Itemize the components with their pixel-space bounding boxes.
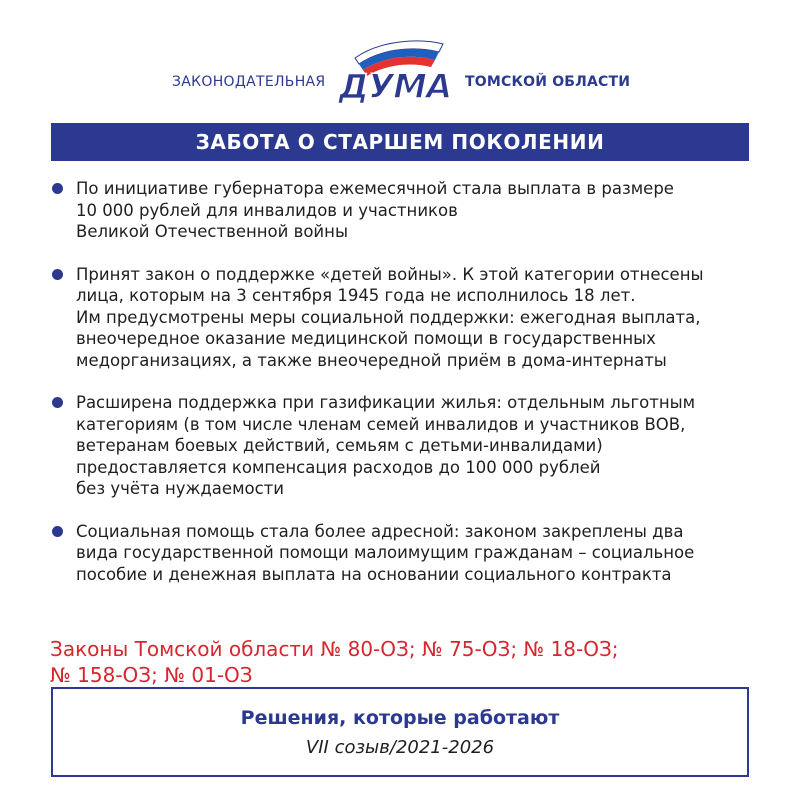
bullet-dot-icon — [52, 269, 63, 280]
list-item — [50, 521, 760, 586]
title-banner — [51, 123, 749, 161]
logo-wordmark: ДУМА — [338, 67, 452, 106]
list-item-line: Великой Отечественной войны — [76, 222, 348, 241]
list-item-line: без учёта нуждаемости — [76, 479, 285, 498]
list-item-line: ветеранам боевых действий, семьям с детьми-инвалидами) — [76, 436, 603, 455]
list-item-line: категориям (в том числе членам семей инвалидов и участников ВОВ, — [76, 414, 686, 434]
header-right-text: ТОМСКОЙ ОБЛАСТИ — [465, 74, 631, 90]
list-item-line: Расширена поддержка при газификации жилья: отдельным льготным — [76, 393, 696, 412]
duma-logo — [325, 36, 465, 106]
list-item-line: 10 000 рублей для инвалидов и участников — [76, 200, 458, 220]
list-item-line: По инициативе губернатора ежемесячной стала выплата в размере — [76, 179, 674, 198]
laws-line-1: Законы Томской области № 80-ОЗ; № 75-ОЗ; № 18-ОЗ; — [50, 637, 619, 661]
list-item-line: Социальная помощь стала более адресной: законом закреплены два — [76, 521, 684, 541]
list-item-line: пособие и денежная выплата на основании социального контракта — [76, 564, 672, 584]
list-item-line: лица, которым на 3 сентября 1945 года не исполнилось 18 лет. — [76, 286, 636, 305]
list-item-line: Принят закон о поддержке «детей войны». К этой категории отнесены — [76, 264, 704, 284]
bullet-list — [50, 178, 760, 606]
list-item — [50, 178, 760, 243]
list-item-line: Им предусмотрены меры социальной поддержки: ежегодная выплата, — [76, 307, 701, 327]
list-item — [50, 392, 760, 500]
list-item-line: вида государственной помощи малоимущим гражданам – социальное — [76, 543, 695, 562]
banner-title: ЗАБОТА О СТАРШЕМ ПОКОЛЕНИИ — [195, 130, 605, 154]
laws-line-2: № 158-ОЗ; № 01-ОЗ — [50, 663, 253, 687]
bullet-dot-icon — [52, 183, 63, 194]
bullet-dot-icon — [52, 526, 63, 537]
bullet-dot-icon — [52, 397, 63, 408]
header-left-text: ЗАКОНОДАТЕЛЬНАЯ — [172, 74, 326, 90]
convocation-box — [51, 687, 749, 777]
box-title: Решения, которые работают — [240, 707, 560, 729]
laws-reference — [50, 636, 750, 688]
box-subtitle: VII созыв/2021-2026 — [305, 737, 495, 758]
list-item-line: предоставляется компенсация расходов до 100 000 рублей — [76, 457, 601, 477]
header — [0, 36, 800, 116]
list-item-line: внеочередное оказание медицинской помощи в государственных — [76, 329, 656, 348]
list-item-line: медорганизациях, а также внеочередной приём в дома-интернаты — [76, 350, 667, 370]
list-item — [50, 264, 760, 372]
